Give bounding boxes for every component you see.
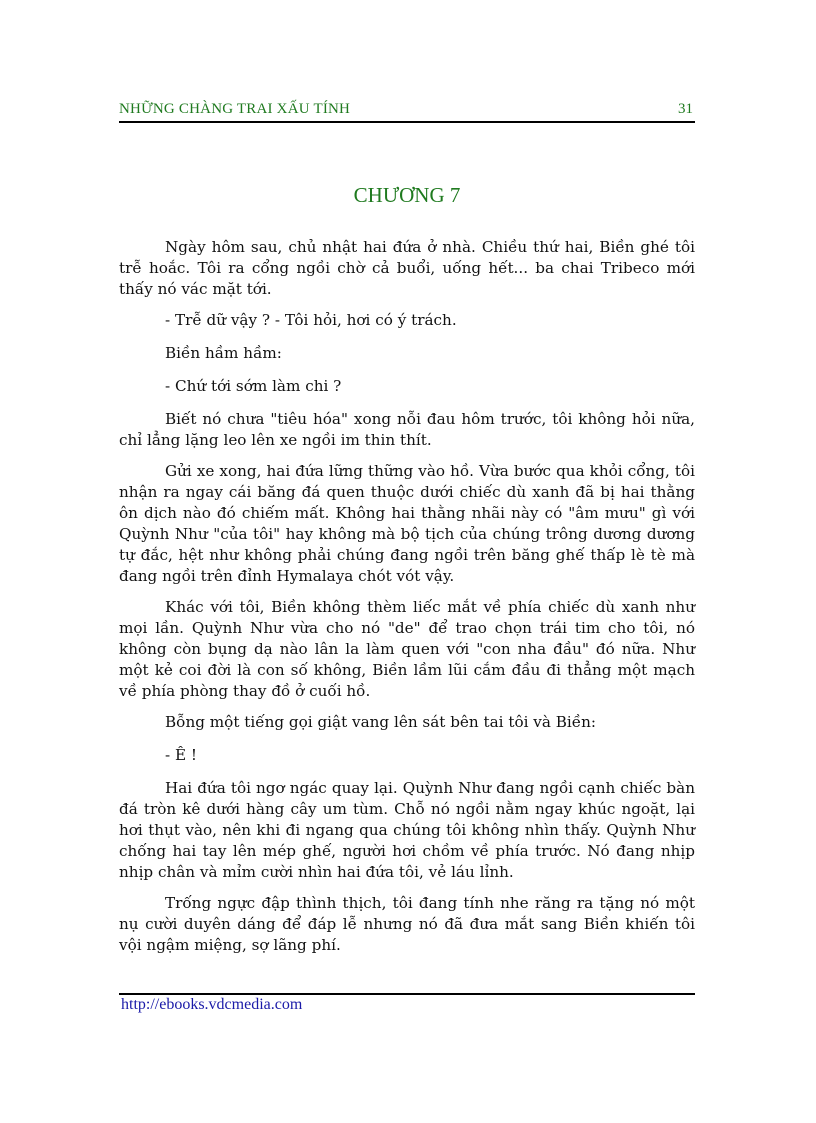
book-title: NHỮNG CHÀNG TRAI XẤU TÍNH — [119, 101, 351, 117]
paragraph: Biền hầm hầm: — [165, 344, 282, 362]
running-header — [119, 101, 695, 121]
source-link[interactable]: http://ebooks.vdcmedia.com — [121, 996, 303, 1013]
paragraph: Khác với tôi, Biền không thèm liếc mắt về phía chiếc dù xanh như mọi lần. Quỳnh Như vừa cho nó "de" để trao chọn trái tim cho tôi, nó không còn bụng dạ nào lân la làm quen với "con nha đầu" đó nữa. Như một kẻ coi đời là con số không, Biền lầm lũi cắm đầu đi thẳng một mạch về phía phòng thay đồ ở cuối hồ. — [119, 598, 695, 700]
chapter-body — [119, 237, 695, 966]
paragraph: Bỗng một tiếng gọi giật vang lên sát bên tai tôi và Biền: — [165, 713, 597, 731]
paragraph: - Chứ tới sớm làm chi ? — [165, 377, 342, 395]
paragraph: Hai đứa tôi ngơ ngác quay lại. Quỳnh Như đang ngồi cạnh chiếc bàn đá tròn kê dưới hàng cây um tùm. Chỗ nó ngồi nằm ngay khúc ngoặt, lại hơi thụt vào, nên khi đi ngang qua chúng tôi không nhìn thấy. Quỳnh Như chống hai tay lên mép ghế, người hơi chồm về phía trước. Nó đang nhịp nhịp chân và mỉm cười nhìn hai đứa tôi, vẻ láu lỉnh. — [119, 779, 695, 881]
paragraph: Ngày hôm sau, chủ nhật hai đứa ở nhà. Chiều thứ hai, Biền ghé tôi trễ hoắc. Tôi ra cổng ngồi chờ cả buổi, uống hết... ba chai Tribeco mới thấy nó vác mặt tới. — [119, 238, 695, 298]
paragraph: Gửi xe xong, hai đứa lững thững vào hồ. Vừa bước qua khỏi cổng, tôi nhận ra ngay cái băng đá quen thuộc dưới chiếc dù xanh đã bị hai thằng ôn dịch nào đó chiếm mất. Không hai thằng nhãi này có "âm mưu" gì với Quỳnh Như "của tôi" hay không mà bộ tịch của chúng trông dương dương tự đắc, hệt như không phải chúng đang ngồi trên băng ghế thấp lè tè mà đang ngồi trên đỉnh Hymalaya chót vót vậy. — [119, 462, 695, 585]
paragraph: - Trễ dữ vậy ? - Tôi hỏi, hơi có ý trách. — [165, 311, 457, 329]
paragraph: Biết nó chưa "tiêu hóa" xong nỗi đau hôm trước, tôi không hỏi nữa, chỉ lẳng lặng leo lên xe ngồi im thin thít. — [119, 410, 695, 449]
paragraph: Trống ngực đập thình thịch, tôi đang tính nhe răng ra tặng nó một nụ cười duyên dáng để đáp lễ nhưng nó đã đưa mắt sang Biền khiến tôi vội ngậm miệng, sợ lãng phí. — [119, 894, 695, 954]
page-number: 31 — [678, 101, 693, 117]
header-divider — [119, 121, 695, 123]
paragraph: - Ê ! — [165, 746, 197, 764]
chapter-title: CHƯƠNG 7 — [353, 183, 461, 207]
footer-divider — [119, 993, 695, 995]
